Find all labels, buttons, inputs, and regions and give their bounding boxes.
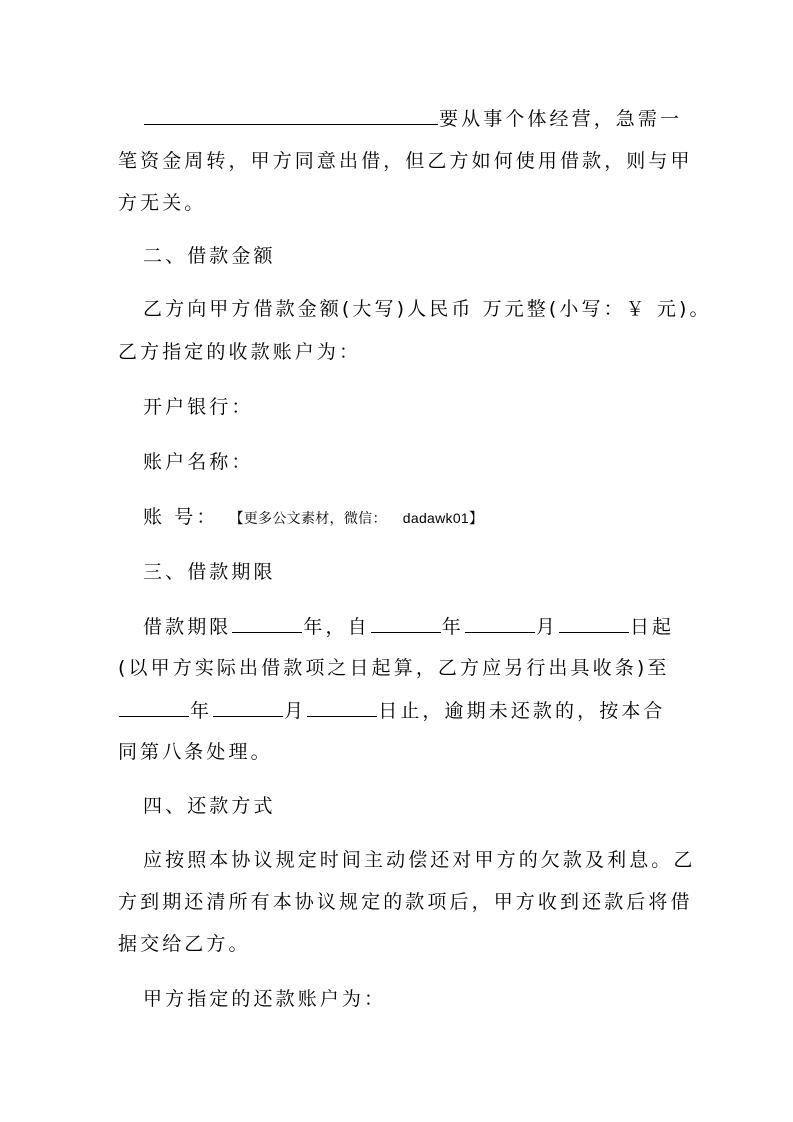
para1-line1 bbox=[143, 106, 703, 131]
account-no-line bbox=[143, 505, 703, 530]
section3-heading: 三、借款期限 bbox=[143, 561, 276, 583]
term-line3-c: 日止，逾期未还款的，按本合 bbox=[378, 700, 666, 722]
para1-line2: 笔资金周转，甲方同意出借，但乙方如何使用借款，则与甲 bbox=[118, 150, 693, 172]
repay-line2: 方到期还清所有本协议规定的款项后，甲方收到还款后将借 bbox=[118, 891, 693, 913]
account-no-label: 账 号： bbox=[143, 506, 219, 528]
section4-heading: 四、还款方式 bbox=[143, 795, 276, 817]
promo-prefix: 【更多公文素材，微信： bbox=[236, 510, 387, 526]
repay-line3: 据交给乙方。 bbox=[118, 933, 251, 955]
term-line3-a: 年 bbox=[190, 700, 213, 722]
term-text-a: 借款期限 bbox=[143, 616, 232, 638]
term-line3 bbox=[118, 698, 678, 723]
term-text-c: 年 bbox=[441, 616, 464, 638]
bank-label: 开户银行： bbox=[143, 396, 254, 418]
term-line2: (以甲方实际出借款项之日起算，乙方应另行出具收条)至 bbox=[118, 657, 670, 679]
amount-line1: 乙方向甲方借款金额(大写)人民币 万元整(小写：￥ 元)。 bbox=[143, 298, 712, 320]
blank-field bbox=[119, 698, 189, 717]
promo-id: dadawk01】 bbox=[402, 510, 484, 526]
account-name-label: 账户名称： bbox=[143, 451, 254, 473]
section2-heading: 二、借款金额 bbox=[143, 245, 276, 267]
blank-field bbox=[232, 614, 302, 633]
blank-field bbox=[213, 698, 283, 717]
term-line3-b: 月 bbox=[284, 700, 307, 722]
para1-line1-text: 要从事个体经营，急需一 bbox=[439, 108, 683, 130]
term-line4: 同第八条处理。 bbox=[118, 741, 273, 763]
term-text-e: 日起 bbox=[629, 616, 675, 638]
repay-line1: 应按照本协议规定时间主动偿还对甲方的欠款及利息。乙 bbox=[143, 849, 696, 871]
blank-field bbox=[559, 614, 629, 633]
repay-account-line: 甲方指定的还款账户为： bbox=[143, 988, 387, 1010]
term-line1 bbox=[143, 614, 703, 639]
amount-line2: 乙方指定的收款账户为： bbox=[118, 341, 362, 363]
blank-field bbox=[371, 614, 441, 633]
blank-field bbox=[144, 106, 438, 125]
term-text-b: 年，自 bbox=[303, 616, 370, 638]
blank-field bbox=[465, 614, 535, 633]
para1-line3: 方无关。 bbox=[118, 192, 207, 214]
term-text-d: 月 bbox=[535, 616, 558, 638]
blank-field bbox=[307, 698, 377, 717]
